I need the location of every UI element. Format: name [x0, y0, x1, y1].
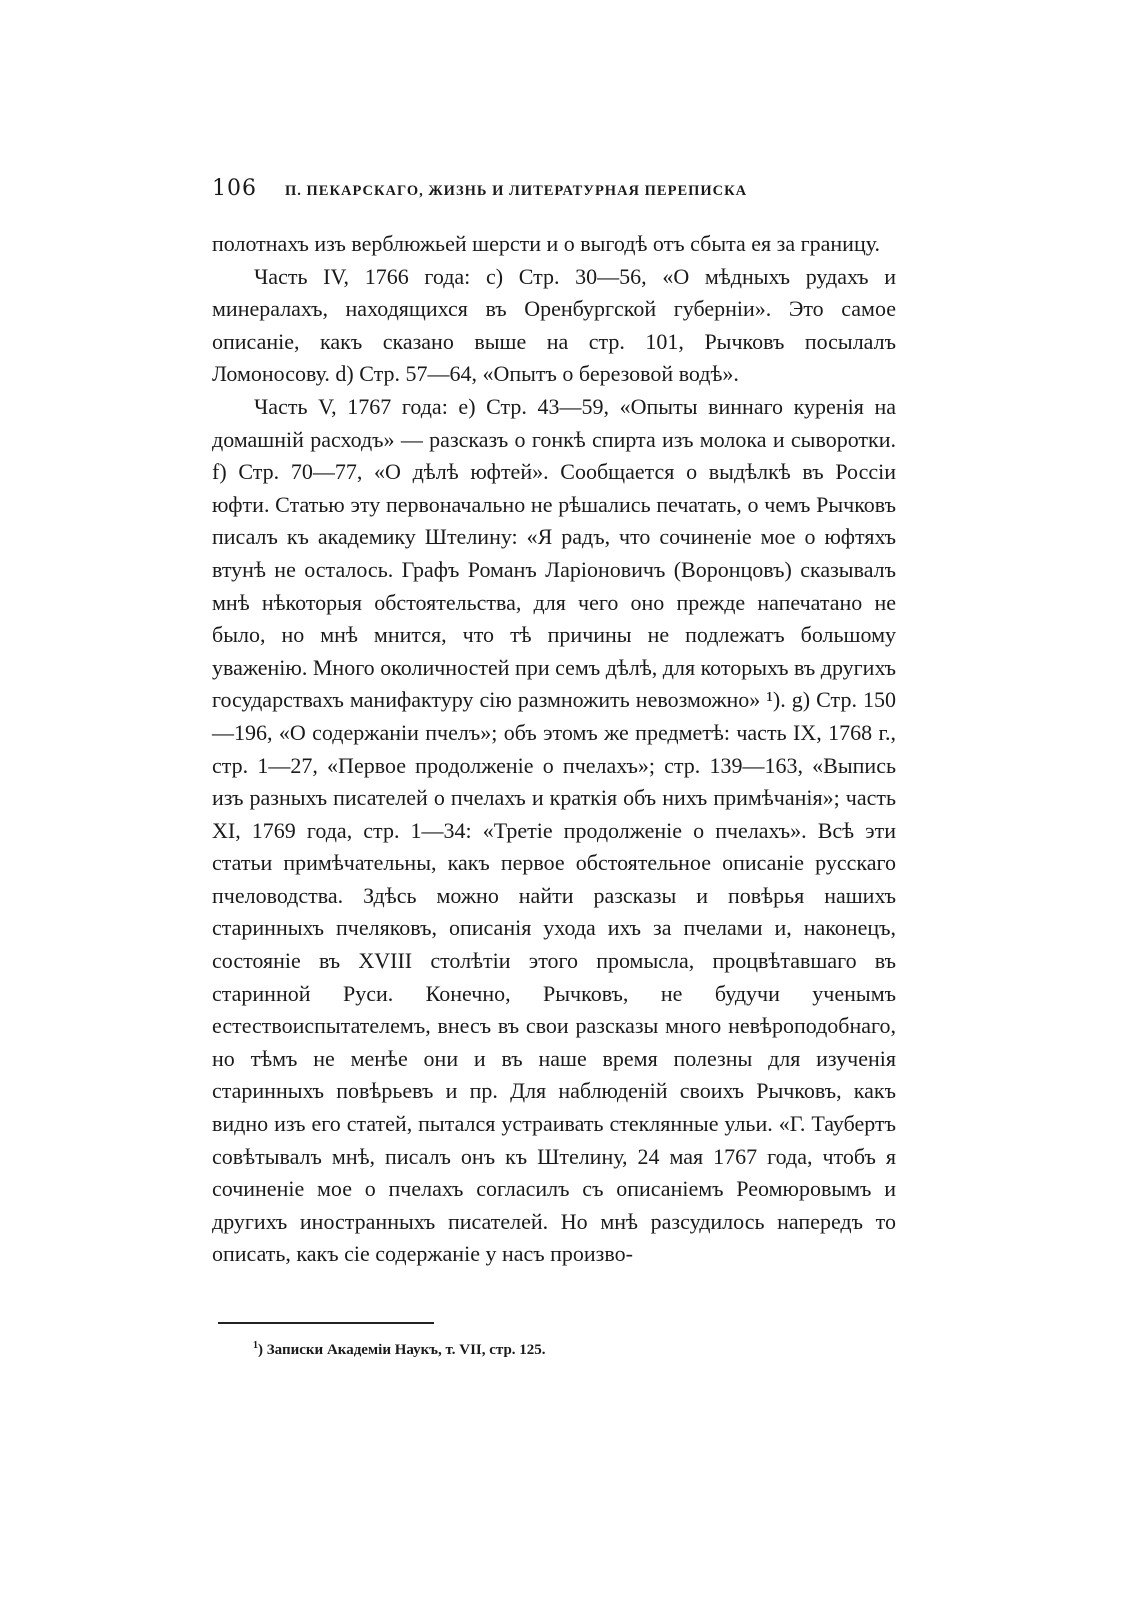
footnote-marker: 1	[253, 1340, 258, 1351]
footnote-text: ) Записки Академіи Наукъ, т. VII, стр. 125.	[258, 1342, 546, 1358]
paragraph-continuation: полотнахъ изъ верблюжьей шерсти и о выгодѣ отъ сбыта ея за границу.	[212, 231, 881, 256]
page-header	[212, 176, 912, 212]
body-text	[212, 228, 896, 1271]
paragraph-part-iv: Часть IV, 1766 года: с) Стр. 30—56, «О мѣдныхъ рудахъ и минералахъ, находящихся въ Оренбургской губерніи». Это самое описаніе, какъ сказано выше на стр. 101, Рычковъ посылалъ Ломоносову. d) Стр. 57—64, «Опытъ о березовой водѣ».	[212, 263, 896, 387]
running-title: П. ПЕКАРСКАГО, ЖИЗНЬ И ЛИТЕРАТУРНАЯ ПЕРЕПИСКА	[285, 183, 748, 199]
footnote-divider	[218, 1322, 434, 1324]
paragraph-part-v: Часть V, 1767 года: е) Стр. 43—59, «Опыты виннаго куренія на домашній расходъ» — разсказъ о гонкѣ спирта изъ молока и сыворотки. f) Стр. 70—77, «О дѣлѣ юфтей». Сообщается о выдѣлкѣ въ Россіи юфти. Статью эту первоначально не рѣшались печатать, о чемъ Рычковъ писалъ къ академику Штелину: «Я радъ, что сочиненіе мое о юфтяхъ втунѣ не осталось. Графъ Романъ Ларіоновичъ (Воронцовъ) сказывалъ мнѣ нѣкоторыя обстоятельства, для чего оно прежде напечатано не было, но мнѣ мнится, что тѣ причины не подлежатъ большому уваженію. Много околичностей при семъ дѣлѣ, для которыхъ въ другихъ государствахъ манифактуру сію размножить невозможно» ¹). g) Стр. 150—196, «О содержаніи пчелъ»; объ этомъ же предметѣ: часть IX, 1768 г., стр. 1—27, «Первое продолженіе о пчелахъ»; стр. 139—163, «Выпись изъ разныхъ писателей о пчелахъ и краткія объ нихъ примѣчанія»; часть XI, 1769 года, стр. 1—34: «Третіе продолженіе о пчелахъ». Всѣ эти статьи примѣчательны, какъ первое обстоятельное описаніе русскаго пчеловодства. Здѣсь можно найти разсказы и повѣрья нашихъ старинныхъ пчеляковъ, описанія ухода ихъ за пчелами и, наконецъ, состояніе въ XVIII столѣтіи этого промысла, процвѣтавшаго въ старинной Руси. Конечно, Рычковъ, не будучи ученымъ естествоиспытателемъ, внесъ въ свои разсказы много невѣроподобнаго, но тѣмъ не менѣе они и въ наше время полезны для изученія старинныхъ повѣрьевъ и пр. Для наблюденій своихъ Рычковъ, какъ видно изъ его статей, пытался устраивать стеклянные ульи. «Г. Таубертъ совѣтывалъ мнѣ, писалъ онъ къ Штелину, 24 мая 1767 года, чтобъ я сочиненіе мое о пчелахъ согласилъ съ описаніемъ Реомюровымъ и другихъ иностранныхъ писателей. Но мнѣ разсудилось напередъ то описать, какъ сіе содержаніе у насъ произво-	[212, 393, 896, 1267]
footnote	[253, 1340, 546, 1359]
page-number: 106	[212, 176, 257, 201]
